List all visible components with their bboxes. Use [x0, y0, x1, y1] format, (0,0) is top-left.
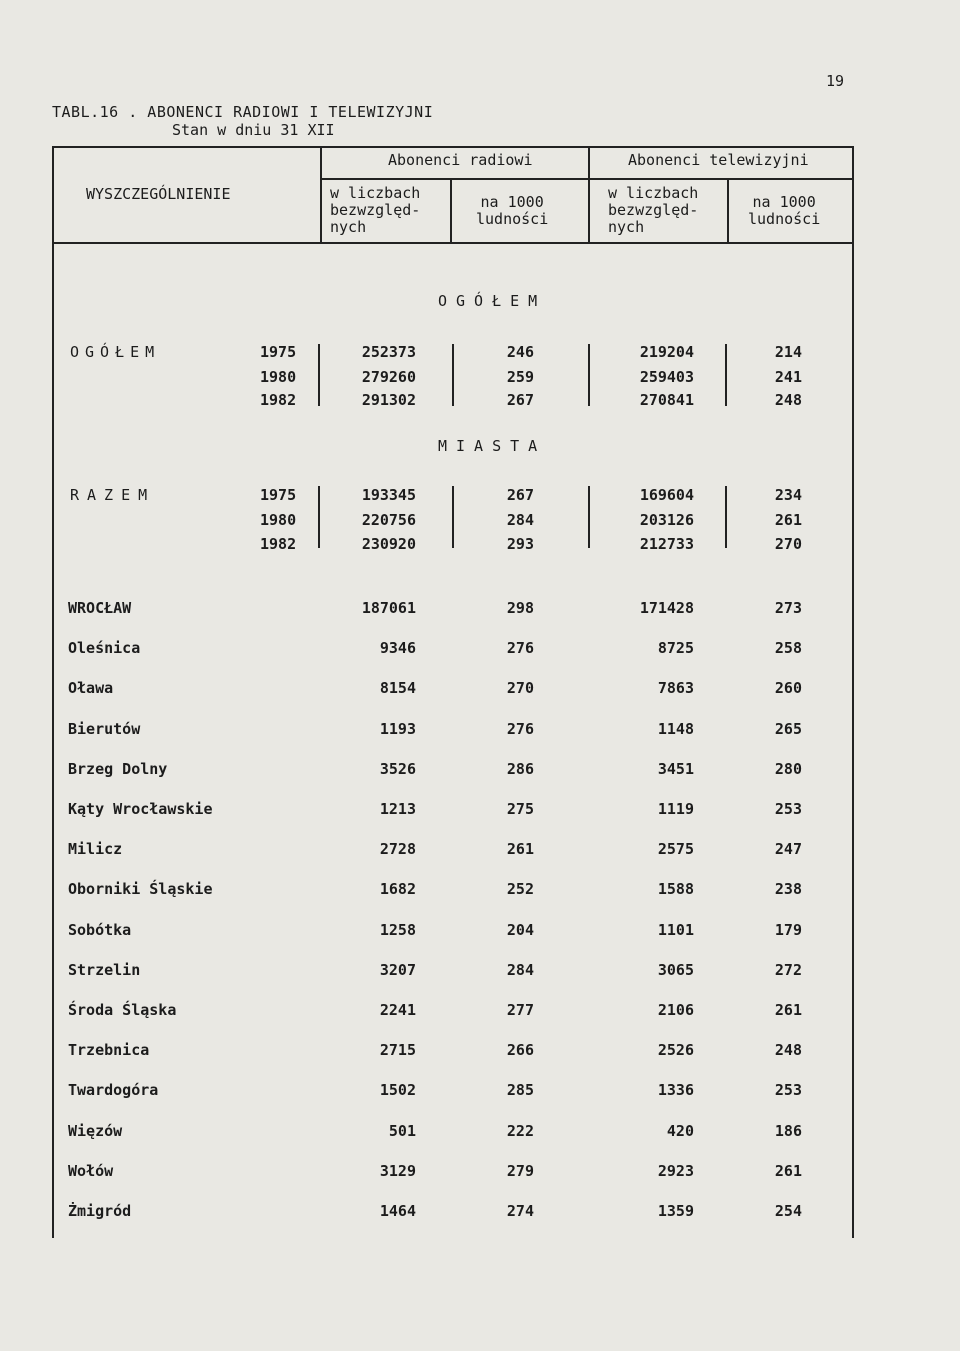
cell-radio-per: 298: [506, 599, 534, 617]
cell-radio-per: 261: [506, 840, 534, 858]
cell-tv-per: 265: [774, 720, 802, 738]
cell-radio-per: 204: [506, 921, 534, 939]
row-label: Sobótka: [68, 921, 132, 939]
radio-col-divider: [450, 178, 452, 244]
row-label: Kąty Wrocławskie: [68, 800, 213, 818]
cell-tv-per: 272: [774, 961, 802, 979]
cell-radio-per: 275: [506, 800, 534, 818]
cell-tv-abs: 2106: [657, 1001, 694, 1019]
section-heading-miasta: MIASTA: [438, 437, 547, 455]
cell-radio-per: 285: [506, 1081, 534, 1099]
header-tv-group: Abonenci telewizyjni: [628, 151, 809, 169]
cell-radio-abs: 1258: [379, 921, 416, 939]
cell-radio-per: 277: [506, 1001, 534, 1019]
cell-radio-per: 284: [506, 961, 534, 979]
cell-tv-per: 258: [774, 639, 802, 657]
cell-tv-per: 261: [774, 1001, 802, 1019]
page-number: 19: [826, 72, 845, 90]
cell-radio-abs: 2728: [379, 840, 416, 858]
cell-tv-abs: 171428: [639, 599, 694, 617]
row-label: Bierutów: [68, 720, 141, 738]
cell-radio-per: 279: [506, 1162, 534, 1180]
row-label: Żmigród: [68, 1202, 132, 1220]
cell-radio-per: 276: [506, 720, 534, 738]
stub-header: WYSZCZEGÓLNIENIE: [86, 185, 231, 203]
cell-radio-abs: 1193: [379, 720, 416, 738]
table-right-border: [852, 146, 854, 1238]
cell-tv-per: 273: [774, 599, 802, 617]
group-col-divider: [588, 146, 590, 244]
cell-radio-abs: 501: [388, 1122, 416, 1140]
row-label: Milicz: [68, 840, 123, 858]
column-tick: [452, 486, 454, 548]
cell-tv-abs: 8725: [657, 639, 694, 657]
tv-col-divider: [727, 178, 729, 244]
column-tick: [588, 486, 590, 548]
row-label: Strzelin: [68, 961, 141, 979]
cell-radio-per: 276: [506, 639, 534, 657]
cell-radio-abs: 1213: [379, 800, 416, 818]
row-label: Brzeg Dolny: [68, 760, 168, 778]
cell-radio-abs: 2241: [379, 1001, 416, 1019]
cell-tv-per: 238: [774, 880, 802, 898]
row-label: WROCŁAW: [68, 599, 132, 617]
table-subtitle: Stan w dniu 31 XII: [172, 121, 335, 139]
cell-radio-abs: 9346: [379, 639, 416, 657]
cell-tv-abs: 1588: [657, 880, 694, 898]
cell-tv-per: 179: [774, 921, 802, 939]
cell-tv-abs: 3065: [657, 961, 694, 979]
cell-tv-per: 247: [774, 840, 802, 858]
cell-tv-per: 253: [774, 800, 802, 818]
header-radio-per: na 1000 ludności: [476, 193, 549, 228]
cell-radio-per: 274: [506, 1202, 534, 1220]
cell-radio-per: 222: [506, 1122, 534, 1140]
cell-radio-abs: 187061: [361, 599, 416, 617]
row-label: Oleśnica: [68, 639, 141, 657]
cell-radio-abs: 3129: [379, 1162, 416, 1180]
header-radio-abs: w liczbach bezwzględ- nych: [330, 184, 421, 236]
cell-tv-abs: 1148: [657, 720, 694, 738]
cell-radio-abs: 1464: [379, 1202, 416, 1220]
row-label: Środa Śląska: [68, 1001, 177, 1019]
row-label: Trzebnica: [68, 1041, 150, 1059]
cell-tv-per: 260: [774, 679, 802, 697]
cell-radio-abs: 1502: [379, 1081, 416, 1099]
column-tick: [725, 344, 727, 406]
cell-tv-per: 280: [774, 760, 802, 778]
section-heading-ogolem: OGÓŁEM: [438, 292, 547, 310]
table-left-border: [52, 146, 54, 1238]
cell-tv-abs: 3451: [657, 760, 694, 778]
row-label: Więzów: [68, 1122, 123, 1140]
column-tick: [452, 344, 454, 406]
header-tv-abs: w liczbach bezwzględ- nych: [608, 184, 699, 236]
header-bottom-border: [52, 242, 854, 244]
cell-tv-per: 186: [774, 1122, 802, 1140]
cell-radio-per: 286: [506, 760, 534, 778]
group-divider-line: [320, 178, 854, 180]
column-tick: [725, 486, 727, 548]
cell-radio-abs: 3526: [379, 760, 416, 778]
cell-tv-per: 254: [774, 1202, 802, 1220]
cell-radio-per: 252: [506, 880, 534, 898]
table-top-border: [52, 146, 854, 148]
cell-tv-abs: 1336: [657, 1081, 694, 1099]
cell-radio-abs: 2715: [379, 1041, 416, 1059]
cell-tv-abs: 1119: [657, 800, 694, 818]
header-tv-per: na 1000 ludności: [748, 193, 821, 228]
cell-tv-abs: 1101: [657, 921, 694, 939]
row-label: Wołów: [68, 1162, 114, 1180]
column-tick: [318, 344, 320, 406]
cell-tv-per: 261: [774, 1162, 802, 1180]
header-radio-group: Abonenci radiowi: [388, 151, 533, 169]
column-tick: [588, 344, 590, 406]
cell-radio-per: 270: [506, 679, 534, 697]
cell-tv-per: 253: [774, 1081, 802, 1099]
cell-radio-abs: 8154: [379, 679, 416, 697]
column-tick: [318, 486, 320, 548]
row-label: Oława: [68, 679, 114, 697]
cell-tv-abs: 420: [666, 1122, 694, 1140]
cell-radio-abs: 3207: [379, 961, 416, 979]
cell-tv-abs: 2575: [657, 840, 694, 858]
table-title: TABL.16 . ABONENCI RADIOWI I TELEWIZYJNI: [52, 103, 434, 121]
row-label: Twardogóra: [68, 1081, 159, 1099]
cell-tv-abs: 2526: [657, 1041, 694, 1059]
cell-tv-per: 248: [774, 1041, 802, 1059]
row-label: Oborniki Śląskie: [68, 880, 213, 898]
cell-radio-abs: 1682: [379, 880, 416, 898]
cell-radio-per: 266: [506, 1041, 534, 1059]
cell-tv-abs: 2923: [657, 1162, 694, 1180]
cell-tv-abs: 7863: [657, 679, 694, 697]
cell-tv-abs: 1359: [657, 1202, 694, 1220]
stub-divider: [320, 146, 322, 244]
